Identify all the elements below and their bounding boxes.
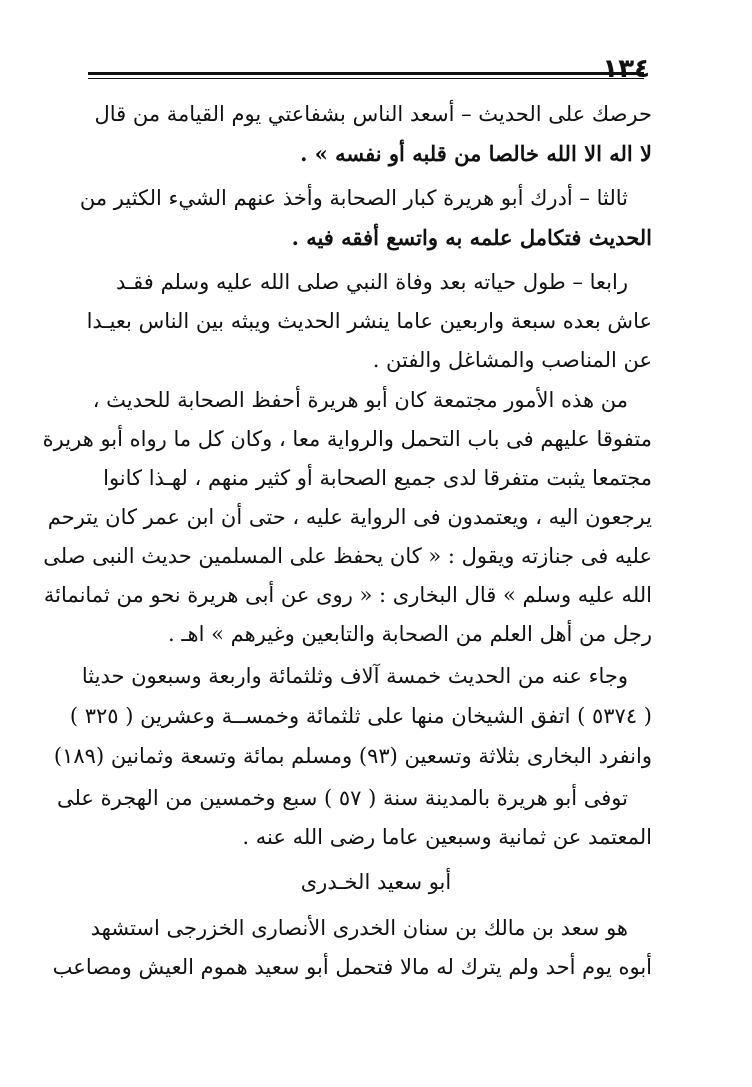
text-line: لا اله الا الله خالصا من قلبه أو نفسه » .	[300, 141, 652, 166]
text-line: وانفرد البخارى بثلاثة وتسعين (٩٣) ومسلم بمائة وتسعة وثمانين (١٨٩)	[53, 744, 652, 768]
text-line: عاش بعده سبعة واربعين عاما ينشر الحديث ويبثه بين الناس بعيـدا	[86, 309, 652, 333]
text-line: الحديث فتكامل علمه به واتسع أفقه فيه .	[291, 225, 652, 250]
text-line: الله عليه وسلم » قال البخارى : « روى عن أبى هريرة نحو من ثمانمائة	[43, 583, 652, 607]
text-line: أبوه يوم أحد ولم يترك له مالا فتحمل أبو سعيد هموم العيش ومصاعب	[52, 955, 652, 979]
text-line: ثالثا – أدرك أبو هريرة كبار الصحابة وأخذ عنهم الشيء الكثير من	[79, 186, 628, 210]
text-line: رجل من أهل العلم من الصحابة والتابعين وغيرهم » اهـ .	[168, 622, 652, 646]
text-line: عن المناصب والمشاغل والفتن .	[372, 348, 652, 372]
text-line: من هذه الأمور مجتمعة كان أبو هريرة أحفظ الصحابة للحديث ،	[92, 388, 628, 412]
text-line: يرجعون اليه ، ويعتمدون فى الرواية عليه ، حتى أن ابن عمر كان يترحم	[47, 505, 652, 529]
text-line: ( ٥٣٧٤ ) اتفق الشيخان منها على ثلثمائة وخمســة وعشرين ( ٣٢٥ )	[69, 704, 652, 728]
text-line: مجتمعا يثبت متفرقا لدى جميع الصحابة أو كثير منهم ، لهـذا كانوا	[103, 466, 652, 490]
page-number: ١٣٤	[602, 54, 650, 84]
text-line: حرصك على الحديث – أسعد الناس بشفاعتي يوم القيامة من قال	[94, 102, 652, 126]
text-line: عليه فى جنازته ويقول : « كان يحفظ على المسلمين حديث النبى صلى	[43, 544, 652, 568]
text-line: وجاء عنه من الحديث خمسة آلاف وثلثمائة واربعة وسبعون حديثا	[81, 664, 628, 688]
text-line: متفوقا عليهم فى باب التحمل والرواية معا ، وكان كل ما رواه أبو هريرة	[42, 427, 652, 451]
text-line: رابعا – طول حياته بعد وفاة النبي صلى الله عليه وسلم فقـد	[116, 270, 628, 294]
header-rule-thin	[88, 78, 644, 79]
text-line: توفى أبو هريرة بالمدينة سنة ( ٥٧ ) سبع وخمسين من الهجرة على	[56, 786, 628, 810]
section-heading: أبو سعيد الخـدرى	[300, 870, 452, 894]
text-line: المعتمد عن ثمانية وسبعين عاما رضى الله عنه .	[242, 825, 652, 849]
text-line: هو سعد بن مالك بن سنان الخدرى الأنصارى الخزرجى استشهد	[90, 916, 628, 940]
header-rule	[88, 72, 644, 75]
